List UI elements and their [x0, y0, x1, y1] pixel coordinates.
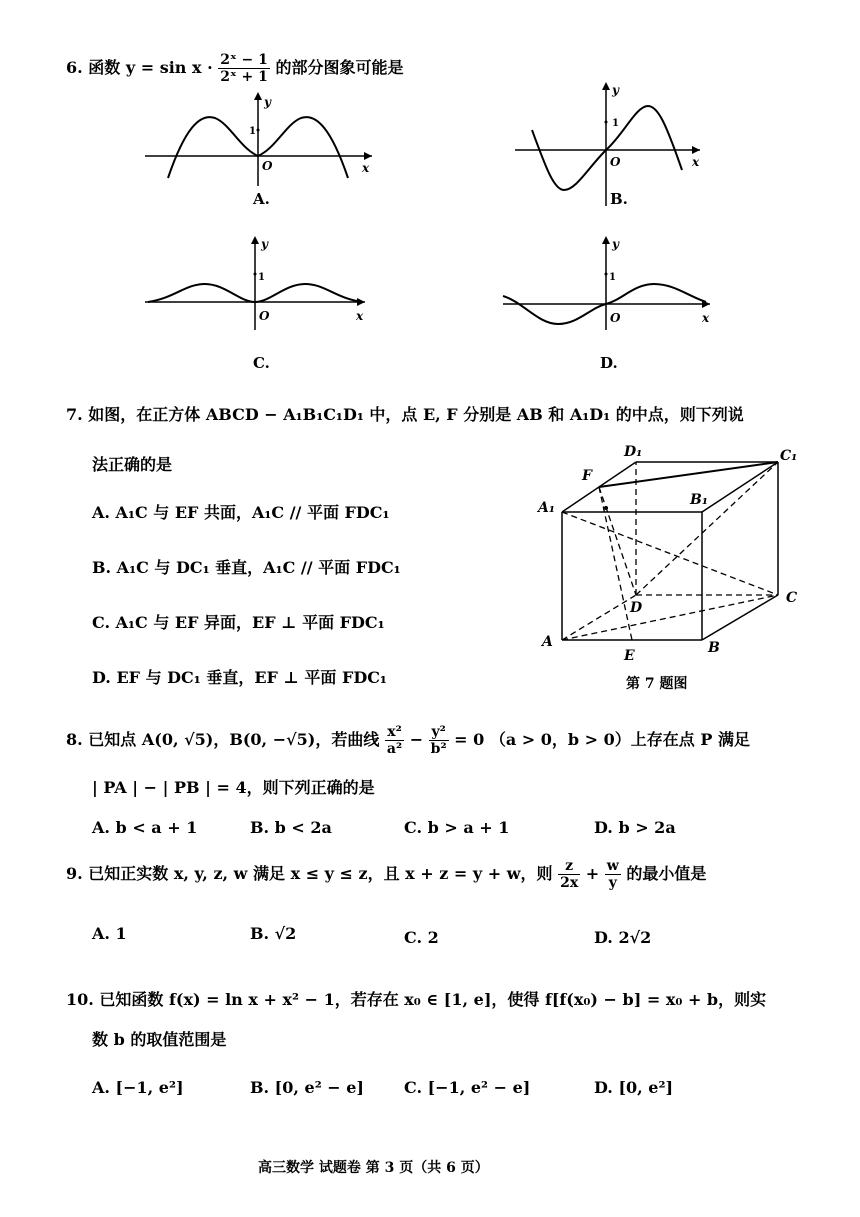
q7-label-d: D [630, 600, 643, 616]
q8-stem-line1 [66, 724, 750, 757]
q9-option-c: C. 2 [404, 928, 439, 947]
q9-number: 9. [66, 864, 83, 883]
q7-label-c: C [786, 590, 798, 606]
q6-label-a: A. [253, 190, 270, 208]
q6-c-origin: O [259, 309, 270, 323]
q10-stem-text: 已知函数 f(x) = ln x + x² − 1，若存在 x₀ ∈ [1, e]，使得 f[f(x₀) − b] = x₀ + b，则实 [99, 990, 767, 1009]
q9-stem-a: 已知正实数 x, y, z, w 满足 x ≤ y ≤ z，且 x + z = y + w，则 [88, 864, 553, 883]
q6-a-origin: O [262, 159, 273, 173]
q7-label-b1: B₁ [690, 492, 708, 508]
q9-frac2-den: y [608, 875, 617, 891]
q9-frac1-den: 2x [560, 875, 579, 891]
q9-frac1-num: z [558, 858, 580, 875]
q8-frac1-den: a² [386, 741, 403, 757]
q6-stem-post: 的部分图象可能是 [275, 58, 404, 77]
q6-c-axis-x: x [356, 309, 364, 323]
q6-d-origin: O [610, 311, 621, 325]
q6-frac-num: 2ˣ − 1 [220, 52, 268, 68]
q7-label-b: B [708, 640, 720, 656]
q7-figure-caption: 第 7 题图 [626, 676, 688, 692]
q10-number: 10. [66, 990, 94, 1009]
q6-graph-d [498, 232, 723, 332]
q9-option-a: A. 1 [92, 924, 127, 943]
q6-b-axis-x: x [692, 155, 700, 169]
q8-stem-line2: | PA | − | PB | = 4，则下列正确的是 [92, 778, 375, 797]
q6-fraction [218, 52, 270, 85]
q6-c-tick: 1 [258, 272, 265, 283]
q7-label-e: E [624, 648, 635, 664]
q7-label-a: A [542, 634, 553, 650]
q10-option-a: A. [−1, e²] [92, 1078, 184, 1097]
q7-option-c: C. A₁C 与 EF 异面，EF ⊥ 平面 FDC₁ [92, 613, 385, 632]
q9-stem-b: 的最小值是 [626, 864, 707, 883]
q6-stem [66, 52, 403, 85]
q8-minus: − [409, 730, 424, 749]
q7-label-c1: C₁ [780, 448, 798, 464]
q10-stem-line1 [66, 987, 766, 1010]
q7-cube-figure [530, 440, 810, 670]
q7-stem-line2: 法正确的是 [92, 455, 173, 474]
q9-fraction-2 [605, 858, 621, 891]
q6-number: 6. [66, 58, 83, 77]
q9-option-b: B. √2 [250, 924, 297, 943]
q10-stem-line2: 数 b 的取值范围是 [92, 1030, 227, 1049]
q6-label-d: D. [600, 354, 618, 372]
q9-fraction-1 [558, 858, 580, 891]
q9-stem [66, 858, 706, 891]
q7-stem-line1 [66, 402, 744, 425]
q6-d-axis-x: x [702, 311, 710, 325]
q10-option-d: D. [0, e²] [594, 1078, 674, 1097]
q6-b-axis-y: y [612, 83, 619, 97]
q8-option-c: C. b > a + 1 [404, 818, 510, 837]
q6-label-c: C. [253, 354, 270, 372]
q8-fraction-1 [385, 724, 404, 757]
q7-label-a1: A₁ [538, 500, 555, 516]
q8-option-a: A. b < a + 1 [92, 818, 198, 837]
q8-frac1-num: x² [385, 724, 404, 741]
q7-label-f: F [582, 468, 592, 484]
q8-frac2-den: b² [430, 741, 447, 757]
q6-b-origin: O [610, 155, 621, 169]
q6-b-tick: 1 [612, 118, 619, 129]
q7-label-d1: D₁ [624, 444, 643, 460]
q6-a-axis-x: x [362, 161, 370, 175]
q8-number: 8. [66, 730, 83, 749]
q6-graph-c [140, 232, 380, 332]
q10-option-c: C. [−1, e² − e] [404, 1078, 531, 1097]
q6-c-axis-y: y [261, 237, 268, 251]
q6-stem-pre: 函数 [88, 58, 121, 77]
q10-option-b: B. [0, e² − e] [250, 1078, 364, 1097]
q8-frac2-num: y² [429, 724, 449, 741]
q6-a-tick: 1 [249, 126, 256, 137]
q6-graph-a [140, 88, 380, 188]
q7-option-b: B. A₁C 与 DC₁ 垂直，A₁C // 平面 FDC₁ [92, 558, 401, 577]
page-footer: 高三数学 试题卷 第 3 页（共 6 页） [258, 1160, 489, 1176]
q9-plus: + [585, 864, 600, 883]
q7-option-a: A. A₁C 与 EF 共面，A₁C // 平面 FDC₁ [92, 503, 390, 522]
q6-d-axis-y: y [612, 237, 619, 251]
q6-label-b: B. [610, 190, 628, 208]
q7-option-d: D. EF 与 DC₁ 垂直，EF ⊥ 平面 FDC₁ [92, 668, 387, 687]
q6-formula-lhs: y = sin x · [125, 58, 213, 77]
q9-option-d: D. 2√2 [594, 928, 652, 947]
q8-stem-a: 已知点 A(0, √5)，B(0, −√5)，若曲线 [88, 730, 380, 749]
q8-option-d: D. b > 2a [594, 818, 676, 837]
q6-d-tick: 1 [609, 272, 616, 283]
q6-a-axis-y: y [264, 95, 271, 109]
q8-fraction-2 [429, 724, 449, 757]
q6-graph-b [510, 78, 710, 208]
q6-frac-den: 2ˣ + 1 [220, 69, 268, 85]
q7-stem-text: 如图，在正方体 ABCD − A₁B₁C₁D₁ 中，点 E, F 分别是 AB 和 A₁D₁ 的中点，则下列说 [88, 405, 744, 424]
q8-option-b: B. b < 2a [250, 818, 332, 837]
q7-number: 7. [66, 405, 83, 424]
q8-stem-b: = 0 （a > 0，b > 0）上存在点 P 满足 [454, 730, 750, 749]
q9-frac2-num: w [606, 858, 619, 874]
